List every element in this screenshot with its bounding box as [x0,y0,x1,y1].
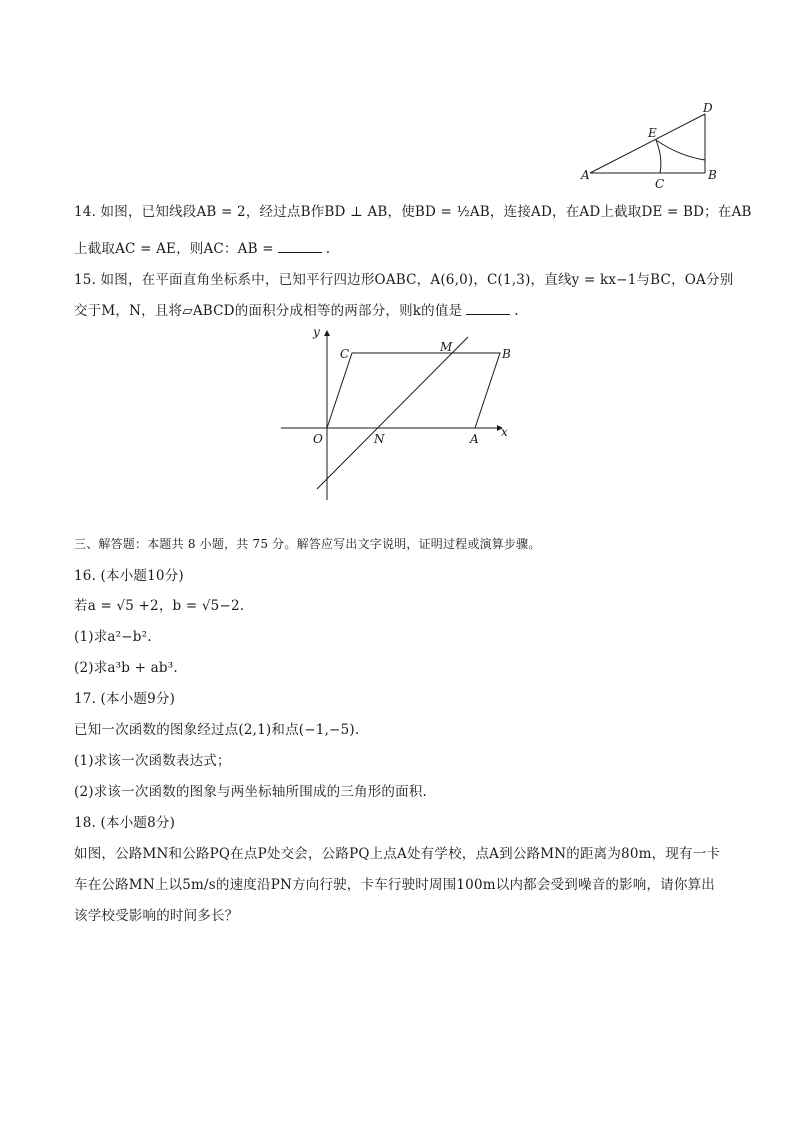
q15-line1: 15. 如图，在平面直角坐标系中，已知平行四边形OABC，A(6,0)，C(1,3)，直线y = kx−1与BC，OA分别 [74,272,734,288]
label-c: C [655,177,665,191]
label-x: x [501,425,508,439]
label-n: N [374,432,385,446]
arc-de [656,140,705,160]
answer-blank [278,240,322,253]
q16-part1: (1)求a²−b². [74,629,152,645]
q14-line2 [74,240,330,258]
q16-part2: (2)求a³b + ab³. [74,660,178,676]
label-d: D [703,101,713,115]
q14-line2-text: 上截取AC = AE，则AC：AB = [74,241,274,257]
section-heading: 三、解答题：本题共 8 小题，共 75 分。解答应写出文字说明，证明过程或演算步骤。 [74,537,541,551]
q18-line3: 该学校受影响的时间多长？ [74,908,239,924]
label-c: C [340,347,350,361]
label-o: O [313,432,323,446]
parallelogram-oabc [327,353,500,428]
q18-title: 18. (本小题8分) [74,815,176,831]
segment-ad [590,114,705,173]
q17-part2: (2)求该一次函数的图象与两坐标轴所围成的三角形的面积. [74,784,428,800]
q17-part1: (1)求该一次函数表达式； [74,753,231,769]
label-e: E [648,126,657,140]
q14-line2-end: . [325,241,331,257]
arc-ac [656,140,661,173]
q18-line1: 如图，公路MN和公路PQ在点P处交会，公路PQ上点A处有学校，点A到公路MN的距离为80m，现有一卡 [74,846,721,862]
answer-blank [466,302,510,315]
label-a: A [470,432,479,446]
q16-given: 若a = √5 +2，b = √5−2. [74,598,245,614]
q15-line2 [74,302,519,320]
q14-line1: 14. 如图，已知线段AB = 2，经过点B作BD ⊥ AB，使BD = ½AB，连接AD，在AD上截取DE = BD；在AB [74,204,752,220]
coordinate-figure [275,322,525,502]
q15-line2-end: . [514,303,519,319]
label-y: y [313,325,320,339]
q15-line2-text: 交于M，N，且将▱ABCD的面积分成相等的两部分，则k的值是 [74,303,463,319]
triangle-figure [575,100,725,192]
y-axis-arrow [324,330,330,336]
label-m: M [440,340,453,354]
q16-title: 16. (本小题10分) [74,568,184,584]
label-b: B [708,168,717,182]
q17-given: 已知一次函数的图象经过点(2,1)和点(−1,−5). [74,722,360,738]
label-a: A [581,168,590,182]
label-b: B [502,347,511,361]
q18-line2: 车在公路MN上以5m/s的速度沿PN方向行驶，卡车行驶时周围100m以内都会受到噪音的影响，请你算出 [74,877,715,893]
q17-title: 17. (本小题9分) [74,691,176,707]
